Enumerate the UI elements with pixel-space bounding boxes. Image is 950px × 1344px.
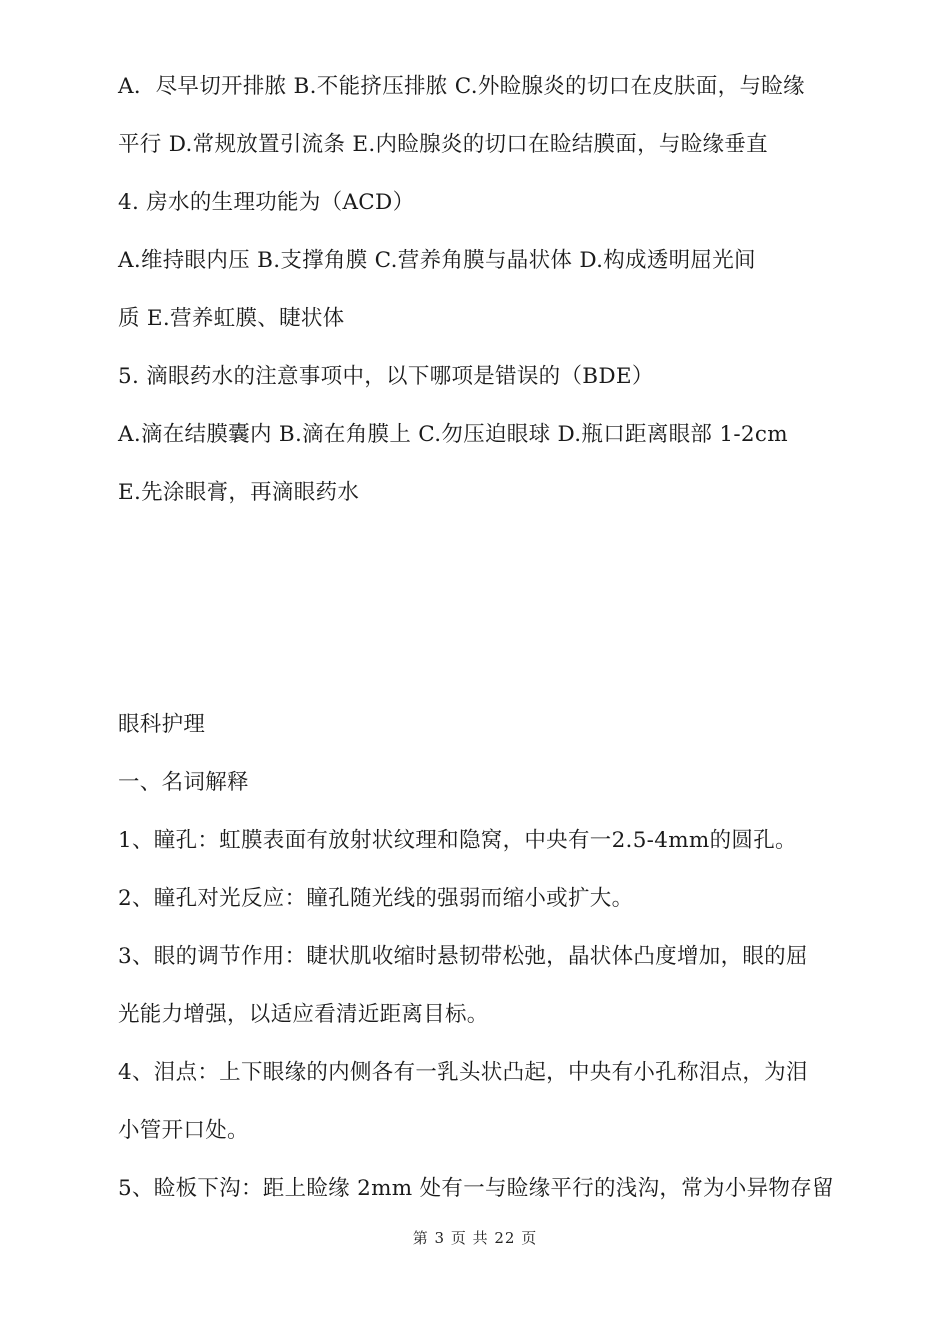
definition-punctum-line-2: 小管开口处。 (118, 1118, 249, 1143)
definition-pupillary-reflex: 2、瞳孔对光反应：瞳孔随光线的强弱而缩小或扩大。 (118, 886, 634, 911)
question-4-options-line-2: 质 E.营养虹膜、睫状体 (118, 306, 345, 331)
section-title: 眼科护理 (118, 712, 206, 737)
question-5-heading: 5. 滴眼药水的注意事项中，以下哪项是错误的（BDE） (118, 364, 654, 389)
question-4-heading: 4. 房水的生理功能为（ACD） (118, 190, 415, 215)
definition-accommodation-line-2: 光能力增强，以适应看清近距离目标。 (118, 1002, 489, 1027)
definition-subtarsal-sulcus: 5、睑板下沟：距上睑缘 2mm 处有一与睑缘平行的浅沟，常为小异物存留 (118, 1176, 834, 1201)
question-4-options-line-1: A.维持眼内压 B.支撑角膜 C.营养角膜与晶状体 D.构成透明屈光间 (118, 248, 756, 273)
definition-punctum-line-1: 4、泪点：上下眼缘的内侧各有一乳头状凸起，中央有小孔称泪点，为泪 (118, 1060, 808, 1085)
definition-pupil: 1、瞳孔：虹膜表面有放射状纹理和隐窝，中央有一2.5-4mm的圆孔。 (118, 828, 797, 853)
question-5-options-line-1: A.滴在结膜囊内 B.滴在角膜上 C.勿压迫眼球 D.瓶口距离眼部 1-2cm (118, 422, 788, 447)
text-line-option-d-e-drainage: 平行 D.常规放置引流条 E.内睑腺炎的切口在睑结膜面，与睑缘垂直 (118, 132, 768, 157)
text-line-option-a-drainage: A．尽早切开排脓 B.不能挤压排脓 C.外睑腺炎的切口在皮肤面，与睑缘 (118, 74, 805, 99)
definition-accommodation-line-1: 3、眼的调节作用：睫状肌收缩时悬韧带松弛，晶状体凸度增加，眼的屈 (118, 944, 808, 969)
question-5-options-line-2: E.先涂眼膏，再滴眼药水 (118, 480, 360, 505)
subsection-heading: 一、名词解释 (118, 770, 249, 795)
page-number-footer: 第 3 页 共 22 页 (412, 1229, 538, 1247)
